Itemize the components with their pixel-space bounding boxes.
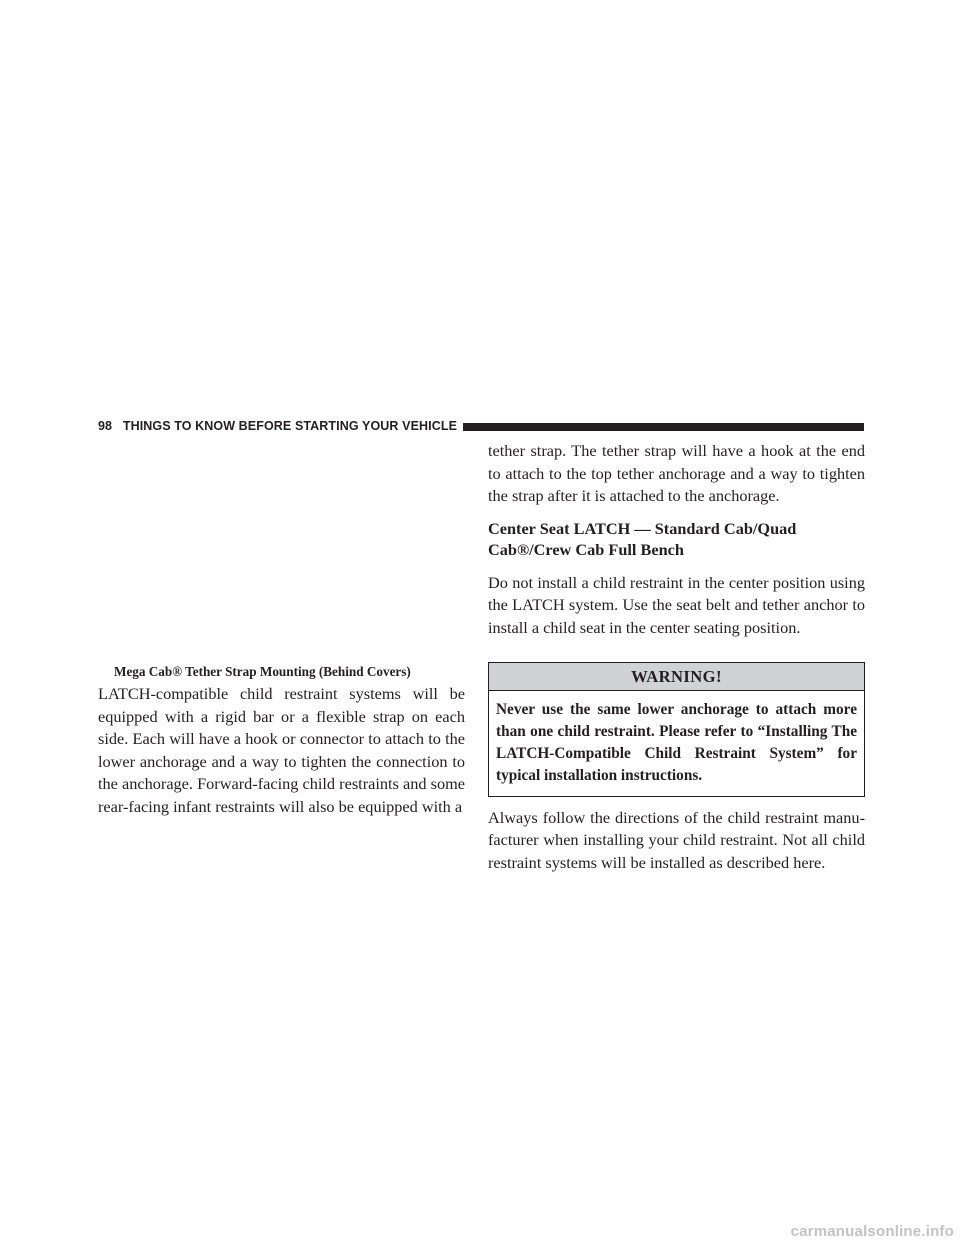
header-rule xyxy=(463,423,864,431)
subheading-line-1: Center Seat LATCH — Standard Cab/Quad xyxy=(488,518,797,538)
page-number: 98 xyxy=(98,419,113,433)
figure-caption: Mega Cab® Tether Strap Mounting (Behind Covers) xyxy=(114,664,411,679)
section-title: THINGS TO KNOW BEFORE STARTING YOUR VEHICLE xyxy=(122,419,458,433)
warning-title: WARNING! xyxy=(489,663,864,691)
left-paragraph: LATCH-compatible child restraint systems will be equipped with a rigid bar or a flexible strap on each side. Each will have a hook or connector to attach to the lower anchorage and a way to tighten the connection to the anchorage. Forward-facing child restraints and some rear-facing infant restraints will also be equipped with a xyxy=(98,684,465,816)
follow-directions-paragraph: Always follow the directions of the child restraint manu- facturer when installing your child restraint. Not all child restraint systems will be installed as described here. xyxy=(488,807,865,872)
continuation-paragraph: tether strap. The tether strap will have a hook at the end to attach to the top tether anchorage and a way to tighten the strap after it is attached to the anchorage. xyxy=(488,441,865,506)
subheading xyxy=(488,518,865,561)
center-seat-paragraph: Do not install a child restraint in the center position using the LATCH system. Use the seat belt and tether anchor to install a child seat in the center seating position. xyxy=(488,572,865,637)
left-column xyxy=(98,683,465,819)
page-header xyxy=(98,416,864,436)
watermark: carmanualsonline.info xyxy=(790,1223,954,1240)
right-column xyxy=(488,440,865,875)
page-header-text xyxy=(98,419,463,433)
warning-box xyxy=(488,662,865,797)
subheading-line-2: Cab®/Crew Cab Full Bench xyxy=(488,540,684,560)
warning-body: Never use the same lower anchorage to attach more than one child restraint. Please refer to “Installing The LATCH-Compatible Child Restraint System” for typical installation instructions. xyxy=(496,700,857,785)
